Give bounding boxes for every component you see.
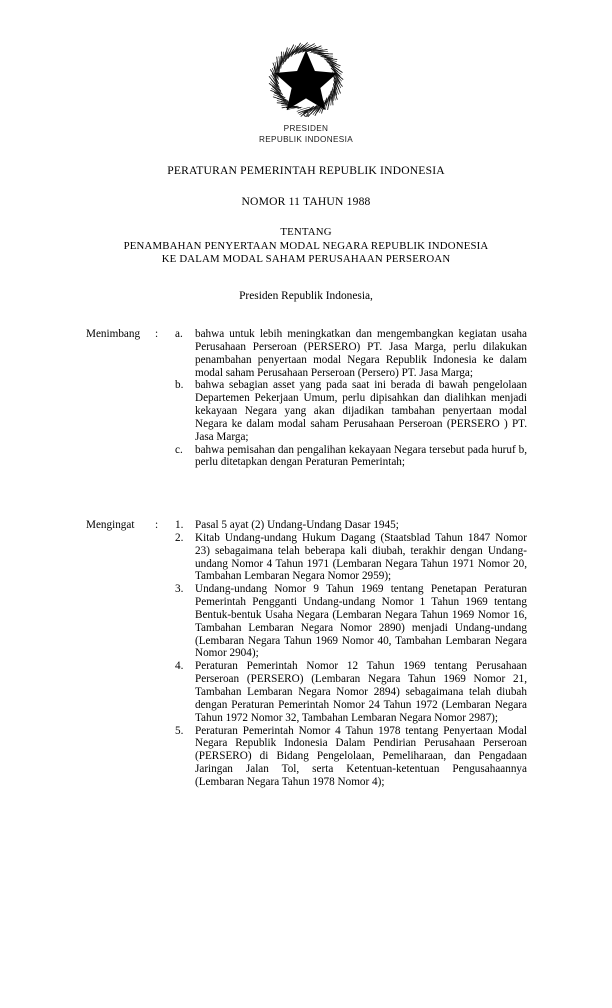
section-mengingat-colon: : <box>155 519 159 531</box>
section-menimbang-colon: : <box>155 328 159 340</box>
clause-text: Peraturan Pemerintah Nomor 4 Tahun 1978 tentang Penyertaan Modal Negara Republik Indonesia Dalam Pendirian Perusahaan Perseroan (PERSERO) di Bidang Pengelolaan, Pemeliharaan, dan Pengadaan Jaringan Jalan Tol, serta Ketentuan-ketentuan Pengusahaannya (Lembaran Negara Tahun 1978 Nomor 4); <box>195 724 527 788</box>
emblem-block <box>0 36 612 145</box>
section-mengingat-label: Mengingat <box>86 519 135 531</box>
clause-text: Kitab Undang-undang Hukum Dagang (Staatsblad Tahun 1847 Nomor 23) sebagaimana telah beberapa kali diubah, terakhir dengan Undang-undang Nomor 4 Tahun 1971 (Lembaran Negara Tahun 1971 Nomor 20, Tambahan Lembaran Negara Nomor 2959); <box>195 531 527 583</box>
regulation-subject-line-1: PENAMBAHAN PENYERTAAN MODAL NEGARA REPUBLIK INDONESIA <box>123 239 489 252</box>
clause-marker: b. <box>175 379 184 392</box>
clause-marker: 2. <box>175 531 184 544</box>
clause-marker: 3. <box>175 583 184 596</box>
clause-marker: a. <box>175 328 183 340</box>
clause-text: bahwa untuk lebih meningkatkan dan mengembangkan kegiatan usaha Perusahaan Perseroan (PERSERO) PT. Jasa Marga, perlu dilakukan penambahan penyertaan modal Negara Republik Indonesia ke dalam modal saham Perusahaan Perseroan (Persero) PT. Jasa Marga; <box>195 328 527 379</box>
emblem-caption-line-2: REPUBLIK INDONESIA <box>258 134 354 144</box>
clause-marker: c. <box>175 443 183 456</box>
clause-text: bahwa sebagian asset yang pada saat ini berada di bawah pengelolaan Departemen Pekerjaan Umum, perlu dipisahkan dan dialihkan menjadi kekayaan Negara yang akan dijadikan tambahan penyertaan modal Negara ke dalam modal saham Perusahaan Perseroan (PERSERO ) PT. Jasa Marga; <box>195 379 527 443</box>
regulation-subject <box>0 240 612 267</box>
indonesia-presidential-seal-star-wreath-icon <box>264 36 348 120</box>
clause-menimbang-b <box>175 379 527 443</box>
clause-mengingat-2 <box>175 532 527 583</box>
section-mengingat-items <box>175 519 527 789</box>
section-mengingat <box>86 519 527 789</box>
clause-marker: 5. <box>175 724 184 737</box>
document-title-block <box>0 164 612 267</box>
clause-text: Peraturan Pemerintah Nomor 12 Tahun 1969 tentang Perusahaan Perseroan (PERSERO) (Lembaran Negara Tahun 1969 Nomor 21, Tambahan Lembaran Negara Nomor 2894) sebagaimana telah diubah dengan Peraturan Pemerintah Nomor 24 Tahun 1972 (Lembaran Negara Tahun 1972 Nomor 32, Tambahan Lembaran Negara Nomor 2987); <box>195 660 527 724</box>
emblem-caption-line-1: PRESIDEN <box>283 124 329 133</box>
regulation-subject-line-2: KE DALAM MODAL SAHAM PERUSAHAAN PERSEROAN <box>161 253 451 266</box>
clause-menimbang-c <box>175 444 527 470</box>
clause-marker: 4. <box>175 660 184 673</box>
clause-menimbang-a <box>175 328 527 379</box>
clause-mengingat-3 <box>175 583 527 660</box>
emblem-caption <box>0 124 612 145</box>
regulation-number: NOMOR 11 TAHUN 1988 <box>241 195 371 208</box>
signatory-opener: Presiden Republik Indonesia, <box>239 290 373 302</box>
section-menimbang <box>86 328 527 469</box>
clause-mengingat-1 <box>175 519 527 532</box>
tentang-label: TENTANG <box>280 226 332 238</box>
clause-text: bahwa pemisahan dan pengalihan kekayaan Negara tersebut pada huruf b, perlu ditetapkan dengan Peraturan Pemerintah; <box>195 443 527 469</box>
clause-marker: 1. <box>175 519 184 531</box>
section-menimbang-label: Menimbang <box>86 328 141 340</box>
clause-mengingat-5 <box>175 725 527 789</box>
section-menimbang-items <box>175 328 527 469</box>
clause-text: Pasal 5 ayat (2) Undang-Undang Dasar 1945; <box>195 519 399 531</box>
clause-mengingat-4 <box>175 660 527 724</box>
clause-text: Undang-undang Nomor 9 Tahun 1969 tentang Penetapan Peraturan Pemerintah Pengganti Undang-undang Nomor 1 Tahun 1969 tentang Bentuk-bentuk Usaha Negara (Lembaran Negara Tahun 1969 Nomor 16, Tambahan Lembaran Negara Nomor 2890) menjadi Undang-undang (Lembaran Negara Tahun 1969 Nomor 40, Tambahan Lembaran Negara Nomor 2904); <box>195 583 527 660</box>
regulation-title: PERATURAN PEMERINTAH REPUBLIK INDONESIA <box>167 164 445 177</box>
